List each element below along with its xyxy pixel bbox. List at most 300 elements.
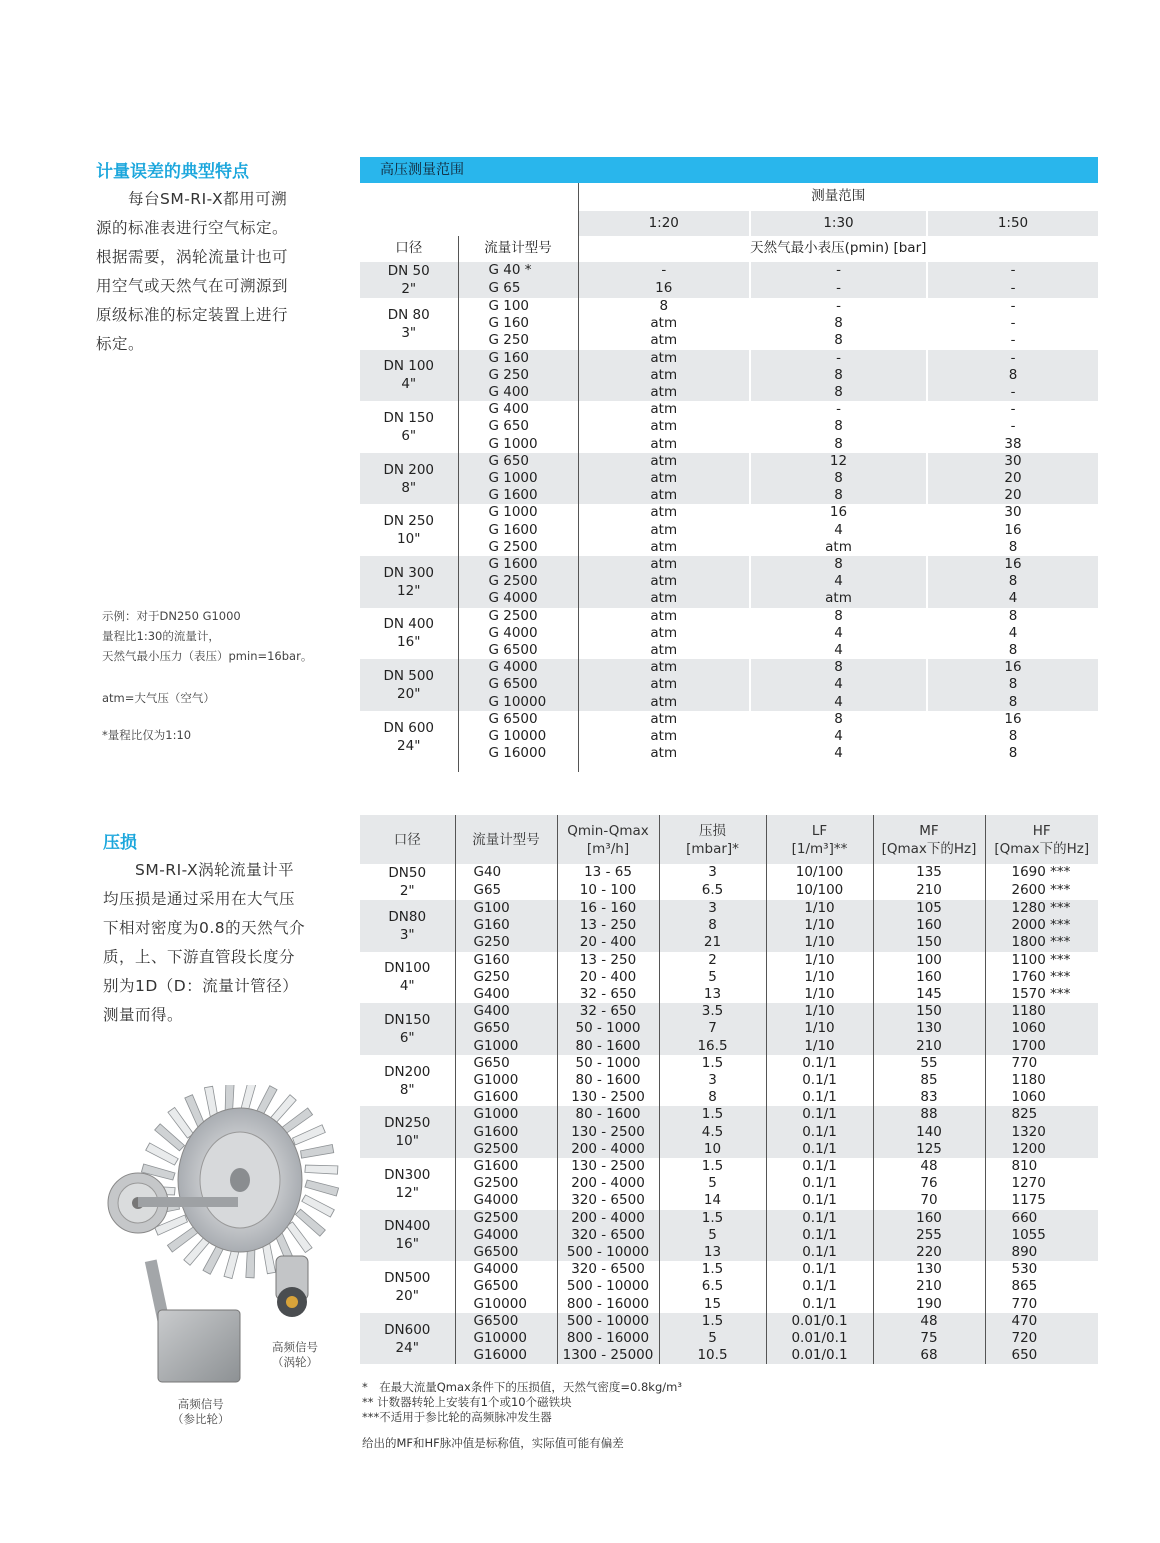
flow-range-cell: 200 - 4000 (557, 1175, 659, 1192)
dn-cell (360, 711, 458, 763)
lf-cell: 0.1/1 (766, 1175, 873, 1192)
pressure-loss-cell: 10.5 (659, 1347, 766, 1364)
turbine-blade (303, 1158, 339, 1181)
dn-cell (360, 864, 455, 900)
table-row (360, 487, 1098, 504)
pressure-loss-cell: 2 (659, 952, 766, 969)
model-cell: G6500 (455, 1278, 557, 1295)
hf-cell: 1055 (985, 1227, 1098, 1244)
section-paragraph-pressure-loss (103, 856, 343, 1030)
paragraph-line: 均压损是通过采用在大气压 (103, 890, 296, 908)
lf-cell: 1/10 (766, 1020, 873, 1037)
hf-cell: 825 (985, 1106, 1098, 1123)
table-row (360, 642, 1098, 659)
pressure-loss-cell: 16.5 (659, 1038, 766, 1055)
pressure-cell: 8 (578, 298, 750, 315)
dn-cell (360, 1003, 455, 1055)
dn-inch: 3" (399, 926, 415, 943)
mf-cell: 125 (873, 1141, 985, 1158)
model-cell: G 2500 (458, 539, 578, 556)
pressure-cell: 8 (750, 418, 927, 435)
dn-cell (360, 401, 458, 453)
model-cell: G650 (455, 1055, 557, 1072)
table-row (360, 315, 1098, 332)
table-row (360, 590, 1098, 607)
flow-range-cell: 32 - 650 (557, 1003, 659, 1020)
flow-range-cell: 800 - 16000 (557, 1330, 659, 1347)
pressure-cell: 4 (927, 625, 1098, 642)
pressure-cell: atm (578, 539, 750, 556)
dn-inch: 6" (399, 1030, 415, 1047)
pressure-cell: 38 (927, 436, 1098, 453)
dn-inch: 10" (395, 1133, 419, 1150)
pressure-cell: - (927, 418, 1098, 435)
paragraph-line: 测量而得。 (103, 1006, 184, 1024)
table-row (360, 573, 1098, 590)
pressure-cell: atm (578, 694, 750, 711)
dn-inch: 4" (401, 376, 417, 393)
dn-label: DN250 (384, 1115, 431, 1132)
ratio-header: 1:20 (578, 211, 750, 236)
header-line: [Qmax下的Hz] (994, 840, 1090, 857)
mf-cell: 48 (873, 1158, 985, 1175)
pressure-cell: 20 (927, 487, 1098, 504)
mf-cell: 130 (873, 1020, 985, 1037)
footnote-line: * 在最大流量Qmax条件下的压损值，天然气密度=0.8kg/m³ (362, 1380, 682, 1394)
table-row (360, 1089, 1098, 1106)
pressure-cell: 8 (927, 539, 1098, 556)
table-row (360, 952, 1098, 969)
table-row (360, 711, 1098, 728)
example-line: 示例：对于DN250 G1000 (102, 609, 241, 623)
table-row (360, 539, 1098, 556)
model-cell: G65 (455, 882, 557, 900)
pressure-cell: 16 (578, 280, 750, 298)
header-line: Qmin-Qmax (567, 822, 649, 839)
hf-cell: 1570 *** (985, 986, 1098, 1003)
dn-label: DN80 (388, 908, 427, 925)
label-line: 高频信号 (272, 1340, 318, 1354)
lf-cell: 0.1/1 (766, 1106, 873, 1123)
pressure-cell: atm (578, 728, 750, 745)
flow-range-cell: 32 - 650 (557, 986, 659, 1003)
dn-inch: 24" (395, 1339, 419, 1356)
model-cell: G40 (455, 864, 557, 882)
dn-inch: 16" (395, 1236, 419, 1253)
dn-cell (360, 453, 458, 505)
table-row (360, 1003, 1098, 1020)
model-cell: G250 (455, 934, 557, 951)
dn-cell (360, 608, 458, 660)
model-cell: G 400 (458, 401, 578, 418)
dn-label: DN300 (384, 1166, 431, 1183)
table-row (360, 1141, 1098, 1158)
dn-inch: 10" (397, 531, 421, 548)
table-row (360, 608, 1098, 625)
dn-inch: 8" (401, 479, 417, 496)
table-row (360, 882, 1098, 900)
hf-cell: 470 (985, 1313, 1098, 1330)
pressure-cell: atm (578, 590, 750, 607)
pressure-cell: atm (578, 384, 750, 401)
mf-cell: 100 (873, 952, 985, 969)
flow-range-cell: 10 - 100 (557, 882, 659, 900)
pressure-cell: atm (578, 367, 750, 384)
lf-cell: 0.1/1 (766, 1227, 873, 1244)
column-header (985, 815, 1098, 864)
paragraph-line: SM-RI-X涡轮流量计平 (103, 861, 295, 879)
pressure-loss-cell: 1.5 (659, 1158, 766, 1175)
table-end (360, 762, 1098, 772)
dn-cell (360, 900, 455, 952)
table-row (360, 986, 1098, 1003)
lf-cell: 10/100 (766, 882, 873, 900)
pressure-loss-cell: 10 (659, 1141, 766, 1158)
paragraph-line: 用空气或天然气在可溯源到 (96, 277, 289, 295)
dn-label: DN 250 (383, 513, 435, 530)
pressure-cell: - (927, 384, 1098, 401)
pressure-cell: 8 (750, 332, 927, 349)
table-row (360, 1175, 1098, 1192)
dn-label: DN 50 (387, 263, 430, 279)
model-cell: G 65 (458, 280, 578, 298)
pressure-cell: 8 (750, 384, 927, 401)
pressure-cell: atm (750, 539, 927, 556)
dn-label: DN100 (384, 960, 431, 977)
pressure-cell: 8 (750, 367, 927, 384)
flow-range-cell: 16 - 160 (557, 900, 659, 917)
model-cell: G100 (455, 900, 557, 917)
hf-cell: 2000 *** (985, 917, 1098, 934)
ratio-header: 1:50 (927, 211, 1098, 236)
example-note (102, 606, 352, 666)
column-header (873, 815, 985, 864)
dn-inch: 16" (397, 634, 421, 651)
pressure-cell: 8 (750, 470, 927, 487)
model-cell: G650 (455, 1020, 557, 1037)
table-row (360, 1278, 1098, 1295)
model-cell: G4000 (455, 1192, 557, 1209)
model-cell: G 1600 (458, 556, 578, 573)
model-cell: G250 (455, 969, 557, 986)
flow-range-cell: 320 - 6500 (557, 1261, 659, 1278)
lf-cell: 1/10 (766, 986, 873, 1003)
flow-range-cell: 50 - 1000 (557, 1020, 659, 1037)
table-row (360, 436, 1098, 453)
mf-cell: 150 (873, 934, 985, 951)
lf-cell: 0.1/1 (766, 1089, 873, 1106)
model-cell: G 400 (458, 384, 578, 401)
header-line: 口径 (393, 831, 421, 848)
footnote-line: ** 计数器转轮上安装有1个或10个磁铁块 (362, 1395, 572, 1409)
pressure-cell: atm (578, 556, 750, 573)
table-row (360, 1124, 1098, 1141)
table-row (360, 1038, 1098, 1055)
table-row (360, 298, 1098, 315)
pressure-cell: atm (578, 522, 750, 539)
pressure-cell: - (750, 262, 927, 280)
table-title-bar: 高压测量范围 (360, 157, 1098, 183)
model-cell: G 6500 (458, 676, 578, 693)
pressure-loss-cell: 13 (659, 1244, 766, 1261)
table-row (360, 522, 1098, 539)
paragraph-line: 根据需要，涡轮流量计也可 (96, 248, 289, 266)
table-row (360, 384, 1098, 401)
table-row (360, 745, 1098, 762)
pressure-cell: 4 (750, 676, 927, 693)
model-cell: G 40 * (458, 262, 578, 280)
model-cell: G 4000 (458, 625, 578, 642)
table-row (360, 280, 1098, 298)
header-line: HF (1032, 822, 1051, 839)
hf-cell: 720 (985, 1330, 1098, 1347)
lf-cell: 0.1/1 (766, 1124, 873, 1141)
section-title-measurement-error: 计量误差的典型特点 (96, 162, 249, 182)
table-row (360, 332, 1098, 349)
header-line: LF (811, 822, 828, 839)
lf-cell: 0.1/1 (766, 1278, 873, 1295)
mf-cell: 210 (873, 882, 985, 900)
pressure-cell: - (578, 262, 750, 280)
table-row (360, 1158, 1098, 1175)
hf-cell: 1200 (985, 1141, 1098, 1158)
pressure-cell: - (927, 350, 1098, 367)
lf-cell: 0.1/1 (766, 1261, 873, 1278)
example-line: 天然气最小压力（表压）pmin=16bar。 (102, 649, 313, 663)
ratio-note: *量程比仅为1:10 (102, 728, 192, 742)
dn-label: DN 500 (383, 668, 435, 685)
table-row (360, 694, 1098, 711)
model-cell: G 2500 (458, 573, 578, 590)
pressure-loss-cell: 8 (659, 917, 766, 934)
column-header (659, 815, 766, 864)
pressure-loss-cell: 5 (659, 1175, 766, 1192)
pressure-cell: 8 (927, 694, 1098, 711)
column-header (557, 815, 659, 864)
table-row (360, 504, 1098, 521)
lf-cell: 0.1/1 (766, 1072, 873, 1089)
lf-cell: 1/10 (766, 1003, 873, 1020)
lf-cell: 0.01/0.1 (766, 1313, 873, 1330)
pressure-cell: atm (578, 642, 750, 659)
header-line: [m³/h] (586, 840, 630, 857)
mf-cell: 68 (873, 1347, 985, 1364)
dn-label: DN50 (388, 865, 427, 881)
mf-cell: 70 (873, 1192, 985, 1209)
dn-cell (360, 556, 458, 608)
dn-inch: 4" (399, 978, 415, 995)
section-title-pressure-loss: 压损 (103, 833, 137, 853)
model-cell: G1000 (455, 1038, 557, 1055)
dn-inch: 20" (397, 686, 421, 703)
flow-range-cell: 500 - 10000 (557, 1244, 659, 1261)
paragraph-line: 原级标准的标定装置上进行 (96, 306, 289, 324)
model-cell: G6500 (455, 1244, 557, 1261)
model-cell: G 1000 (458, 470, 578, 487)
dn-cell (360, 298, 458, 350)
hf-cell: 530 (985, 1261, 1098, 1278)
mf-cell: 55 (873, 1055, 985, 1072)
pressure-cell: 30 (927, 453, 1098, 470)
dn-label: DN600 (384, 1321, 431, 1338)
hf-cell: 1760 *** (985, 969, 1098, 986)
lf-cell: 0.01/0.1 (766, 1347, 873, 1364)
model-cell: G2500 (455, 1175, 557, 1192)
label-line: （参比轮） (172, 1412, 230, 1426)
model-cell: G4000 (455, 1261, 557, 1278)
pressure-cell: atm (578, 676, 750, 693)
pressure-cell: atm (578, 453, 750, 470)
dn-label: DN 150 (383, 410, 435, 427)
dn-inch: 2" (401, 281, 417, 297)
model-cell: G 2500 (458, 608, 578, 625)
lf-cell: 0.1/1 (766, 1210, 873, 1227)
lf-cell: 1/10 (766, 1038, 873, 1055)
pressure-cell: atm (578, 659, 750, 676)
hf-cell: 1270 (985, 1175, 1098, 1192)
mf-cell: 130 (873, 1261, 985, 1278)
pressure-loss-cell: 5 (659, 969, 766, 986)
pressure-cell: atm (578, 745, 750, 762)
table-row (360, 1020, 1098, 1037)
mf-cell: 150 (873, 1003, 985, 1020)
pressure-loss-cell: 1.5 (659, 1106, 766, 1123)
hf-cell: 1690 *** (985, 864, 1098, 882)
mf-cell: 105 (873, 900, 985, 917)
model-cell: G1600 (455, 1124, 557, 1141)
mf-cell: 210 (873, 1278, 985, 1295)
column-header-model: 流量计型号 (458, 236, 578, 262)
table-row (360, 401, 1098, 418)
flow-range-cell: 130 - 2500 (557, 1158, 659, 1175)
pressure-loss-cell: 5 (659, 1330, 766, 1347)
flow-range-cell: 500 - 10000 (557, 1313, 659, 1330)
pressure-cell: 8 (750, 315, 927, 332)
model-cell: G1000 (455, 1072, 557, 1089)
dn-inch: 12" (395, 1184, 419, 1201)
pressure-cell: 8 (927, 642, 1098, 659)
mf-cell: 48 (873, 1313, 985, 1330)
flow-range-cell: 20 - 400 (557, 969, 659, 986)
mf-cell: 135 (873, 864, 985, 882)
model-cell: G16000 (455, 1347, 557, 1364)
flow-range-cell: 1300 - 25000 (557, 1347, 659, 1364)
header-line: [1/m³]** (791, 840, 848, 857)
model-cell: G 160 (458, 350, 578, 367)
paragraph-line: 别为1D（D：流量计管径） (103, 977, 299, 995)
model-cell: G 10000 (458, 728, 578, 745)
dn-label: DN 300 (383, 564, 435, 581)
dn-inch: 8" (399, 1081, 415, 1098)
dn-label: DN500 (384, 1270, 431, 1287)
dn-label: DN150 (384, 1012, 431, 1029)
model-cell: G 4000 (458, 659, 578, 676)
mf-cell: 190 (873, 1296, 985, 1313)
section-paragraph-measurement-error (96, 185, 336, 359)
lf-cell: 0.1/1 (766, 1055, 873, 1072)
dn-inch: 2" (399, 883, 415, 899)
model-cell: G6500 (455, 1313, 557, 1330)
table-row (360, 1296, 1098, 1313)
column-header (766, 815, 873, 864)
pressure-cell: - (750, 280, 927, 298)
table-row (360, 1106, 1098, 1123)
model-cell: G 650 (458, 418, 578, 435)
model-cell: G 650 (458, 453, 578, 470)
pressure-cell: - (927, 262, 1098, 280)
high-pressure-range-table (360, 157, 1098, 772)
hf-cell: 1060 (985, 1089, 1098, 1106)
mf-cell: 75 (873, 1330, 985, 1347)
pressure-loss-cell: 3 (659, 900, 766, 917)
flow-range-cell: 500 - 10000 (557, 1278, 659, 1295)
lf-cell: 1/10 (766, 969, 873, 986)
model-cell: G 100 (458, 298, 578, 315)
pressure-header: 天然气最小表压(pmin) [bar] (578, 236, 1098, 262)
hf-cell: 1280 *** (985, 900, 1098, 917)
flow-range-cell: 320 - 6500 (557, 1192, 659, 1209)
hf-cell: 1175 (985, 1192, 1098, 1209)
pressure-cell: 8 (750, 608, 927, 625)
mf-cell: 210 (873, 1038, 985, 1055)
flow-range-cell: 80 - 1600 (557, 1038, 659, 1055)
pressure-cell: 16 (750, 504, 927, 521)
model-cell: G 1600 (458, 487, 578, 504)
dn-label: DN 200 (383, 461, 435, 478)
pressure-cell: 8 (927, 676, 1098, 693)
pressure-cell: 8 (750, 487, 927, 504)
model-cell: G 6500 (458, 711, 578, 728)
flow-range-cell: 80 - 1600 (557, 1106, 659, 1123)
pressure-cell: 4 (750, 694, 927, 711)
mf-cell: 140 (873, 1124, 985, 1141)
flow-range-cell: 130 - 2500 (557, 1089, 659, 1106)
table-row (360, 676, 1098, 693)
pressure-cell: 8 (750, 711, 927, 728)
footnote-nominal-values: 给出的MF和HF脉冲值是标称值，实际值可能有偏差 (362, 1436, 624, 1450)
footnote-line: ***不适用于参比轮的高频脉冲发生器 (362, 1410, 552, 1424)
pressure-loss-cell: 6.5 (659, 882, 766, 900)
reference-signal-label (172, 1397, 230, 1427)
lf-cell: 1/10 (766, 934, 873, 951)
atm-note: atm=大气压（空气） (102, 691, 215, 705)
pressure-cell: atm (578, 487, 750, 504)
model-cell: G160 (455, 952, 557, 969)
hf-cell: 2600 *** (985, 882, 1098, 900)
flow-range-cell: 200 - 4000 (557, 1141, 659, 1158)
model-cell: G10000 (455, 1330, 557, 1347)
lf-cell: 0.1/1 (766, 1192, 873, 1209)
lf-cell: 1/10 (766, 900, 873, 917)
lf-cell: 0.1/1 (766, 1296, 873, 1313)
dn-cell (360, 262, 458, 298)
mf-cell: 83 (873, 1089, 985, 1106)
pressure-cell: atm (578, 350, 750, 367)
dn-inch: 24" (397, 737, 421, 754)
model-cell: G2500 (455, 1141, 557, 1158)
dn-cell (360, 350, 458, 402)
hf-cell: 660 (985, 1210, 1098, 1227)
pressure-cell: atm (578, 711, 750, 728)
model-cell: G1000 (455, 1106, 557, 1123)
pressure-cell: atm (578, 573, 750, 590)
pressure-cell: 12 (750, 453, 927, 470)
pressure-loss-cell: 3 (659, 864, 766, 882)
table-row (360, 900, 1098, 917)
pressure-cell: atm (578, 504, 750, 521)
table-row (360, 453, 1098, 470)
table-row (360, 728, 1098, 745)
